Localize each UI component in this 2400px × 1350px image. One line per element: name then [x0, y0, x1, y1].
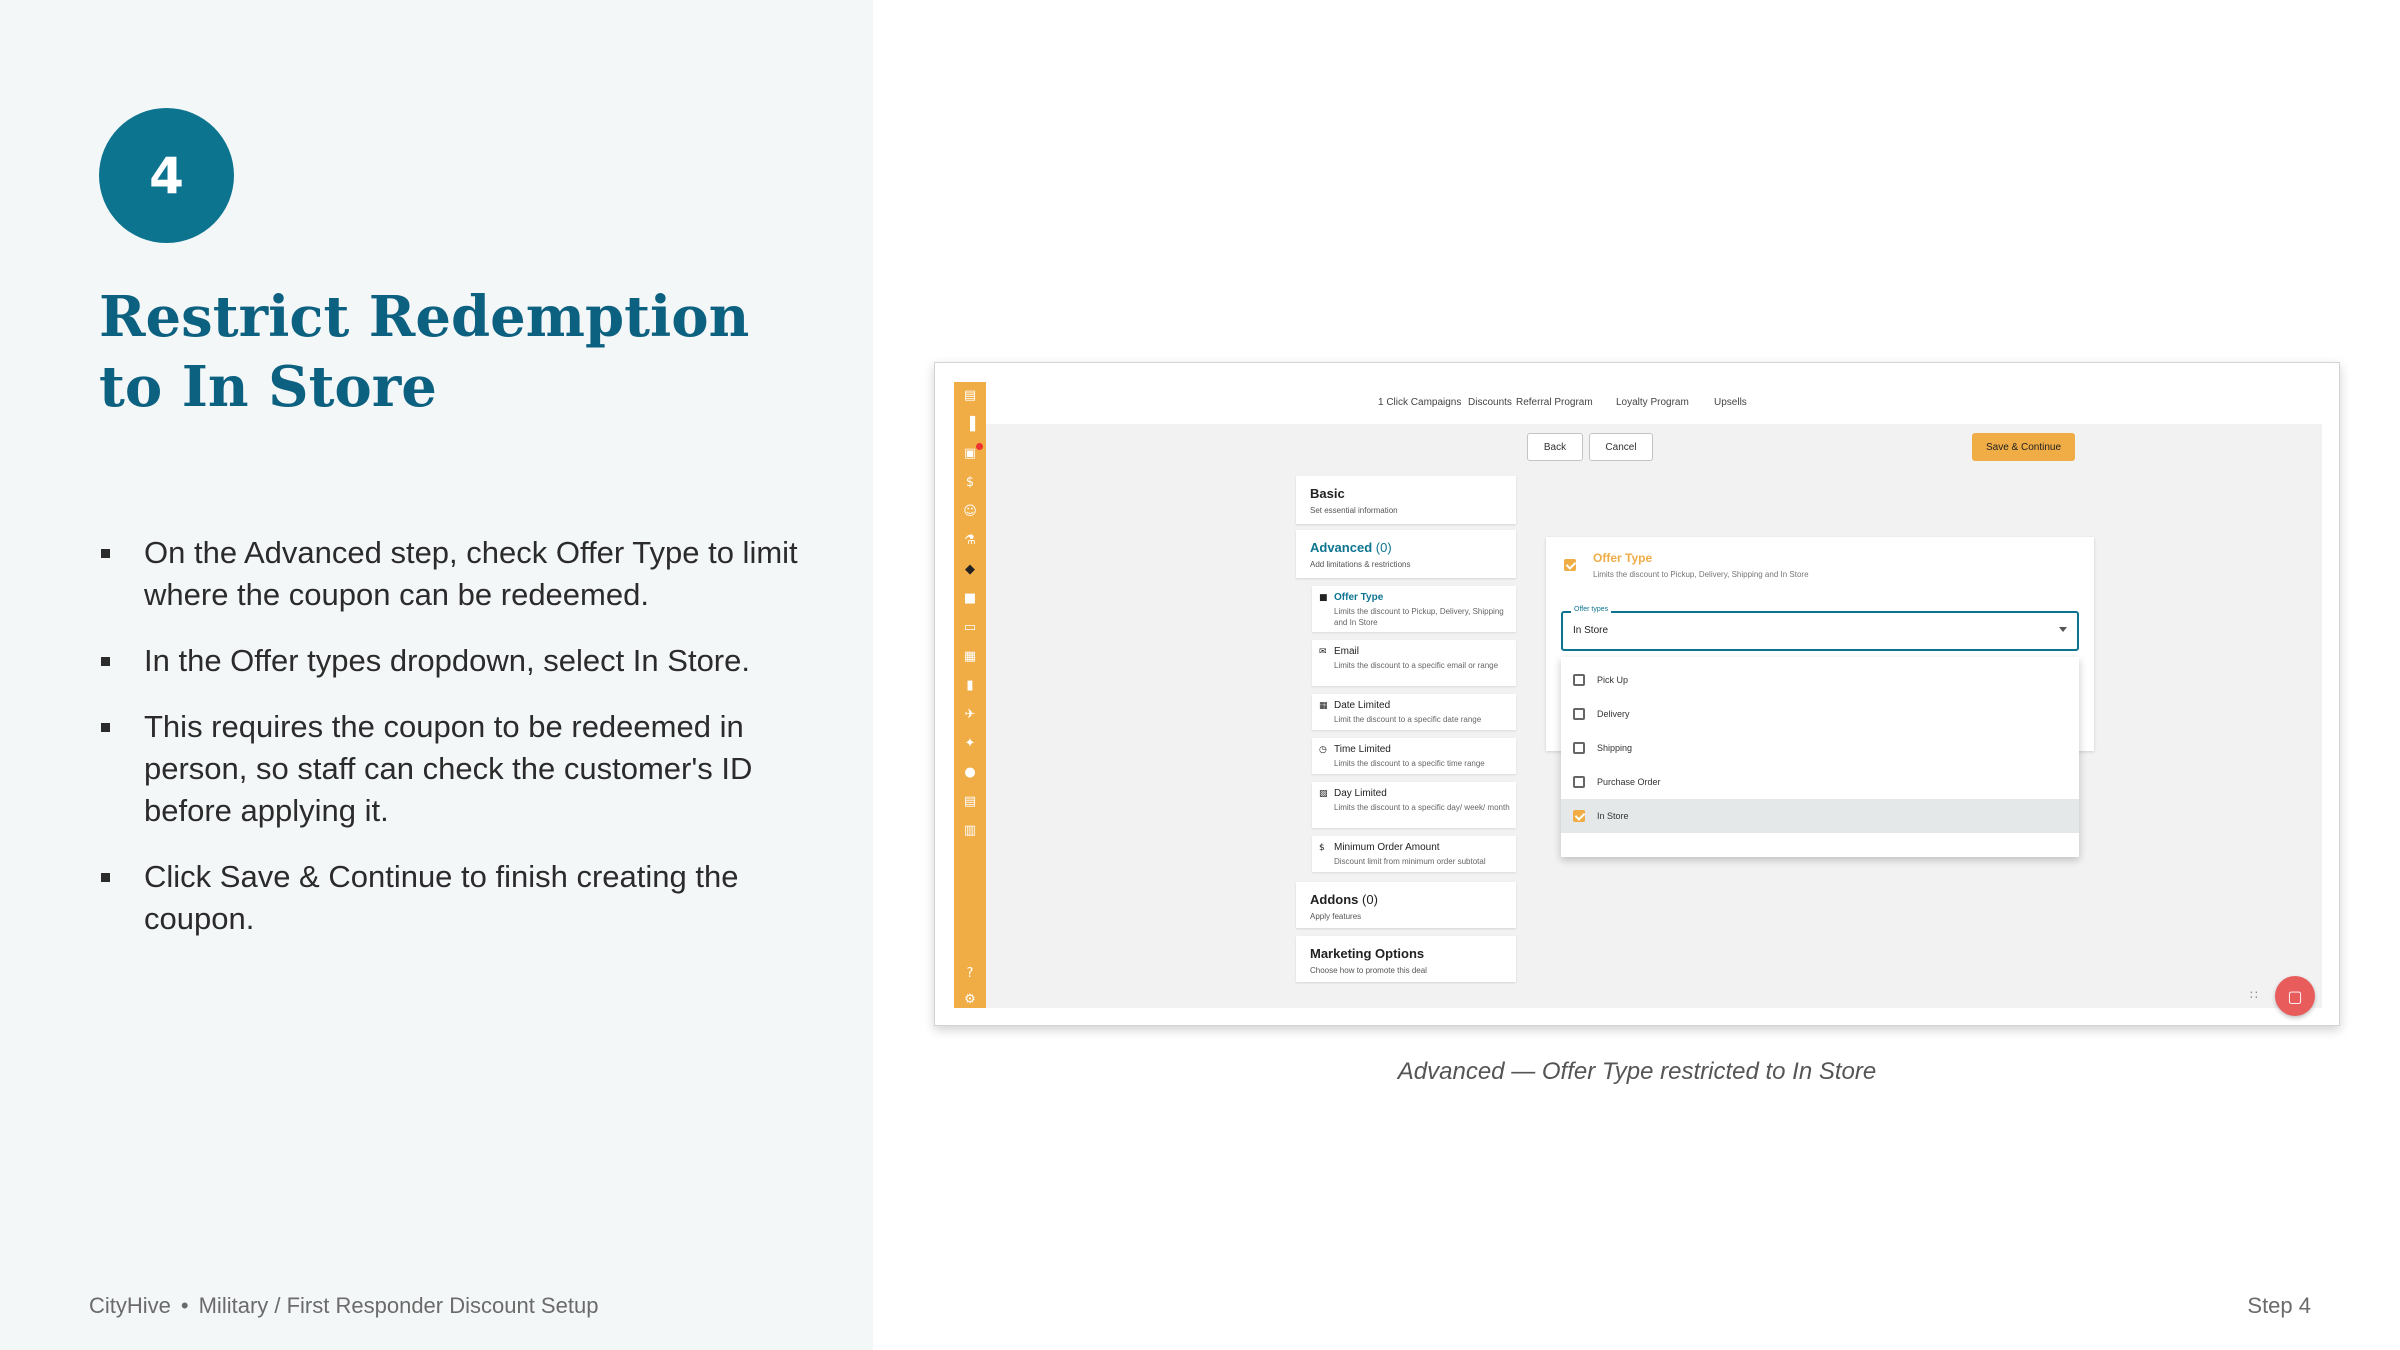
tag-icon[interactable]: ◆ — [965, 561, 975, 577]
advanced-item-offer-type[interactable] — [1312, 586, 1516, 632]
step-advanced-card[interactable] — [1296, 530, 1516, 578]
advanced-item-minimum-order[interactable] — [1312, 836, 1516, 872]
nav-referral-program[interactable]: Referral Program — [1516, 397, 1593, 408]
advanced-item-desc: Limits the discount to a specific email or range — [1334, 661, 1499, 670]
option-label: Shipping — [1597, 743, 1633, 753]
instruction-item — [99, 532, 799, 616]
drag-handle-icon[interactable]: ∷ — [2250, 988, 2256, 1002]
bulb-icon[interactable]: ● — [964, 764, 976, 780]
step-advanced-count: (0) — [1375, 540, 1392, 555]
bullet-marker — [101, 873, 110, 882]
step-advanced-label: Advanced — [1310, 540, 1373, 555]
content-area — [986, 424, 2322, 1008]
settings-icon[interactable]: ⚙ — [964, 991, 976, 1007]
step-addons-count: (0) — [1362, 892, 1378, 907]
bullet-marker — [101, 657, 110, 666]
option-checkbox[interactable] — [1573, 742, 1585, 754]
calendar-day-icon: ▧ — [1319, 789, 1328, 799]
option-delivery[interactable] — [1561, 697, 2079, 731]
step-basic-title: Basic — [1310, 486, 1345, 501]
offer-types-label: Offer types — [1571, 606, 1611, 613]
instruction-item — [99, 640, 799, 682]
footer-left — [89, 1293, 598, 1319]
app-sidebar — [954, 382, 986, 1008]
truck-icon[interactable]: ■ — [963, 590, 977, 606]
step-marketing-subtitle: Choose how to promote this deal — [1310, 966, 1427, 975]
option-label: Purchase Order — [1597, 777, 1661, 787]
step-number-badge: 4 — [99, 108, 234, 243]
calendar-icon: ▦ — [1319, 701, 1328, 711]
top-nav — [986, 382, 2322, 424]
clock-icon: ◷ — [1319, 745, 1327, 755]
nav-upsells[interactable]: Upsells — [1714, 397, 1747, 408]
instruction-text: This requires the coupon to be redeemed in person, so staff can check the customer's ID before applying it. — [144, 709, 753, 828]
advanced-item-desc: Limits the discount to a specific day/ week/ month — [1334, 803, 1510, 812]
database-icon[interactable]: ▥ — [963, 822, 977, 838]
advanced-item-title: Day Limited — [1334, 788, 1387, 799]
offer-types-value: In Store — [1573, 625, 1609, 636]
cart-icon[interactable]: ▣ — [954, 442, 986, 464]
offer-types-select[interactable] — [1561, 606, 2079, 651]
step-advanced-subtitle: Add limitations & restrictions — [1310, 560, 1411, 569]
step-addons-subtitle: Apply features — [1310, 912, 1362, 921]
dollar-icon[interactable]: $ — [965, 474, 975, 490]
advanced-item-title: Time Limited — [1334, 744, 1391, 755]
instruction-item — [99, 706, 799, 832]
nav-1-click-campaigns[interactable]: 1 Click Campaigns — [1378, 397, 1462, 408]
offer-type-desc: Limits the discount to Pickup, Delivery, Shipping and In Store — [1593, 570, 1809, 579]
flask-icon[interactable]: ⚗ — [964, 532, 976, 548]
ticket-icon[interactable]: ▭ — [963, 619, 977, 635]
offer-type-title: Offer Type — [1593, 551, 1653, 565]
email-icon: ✉ — [1319, 647, 1327, 657]
step-addons-card[interactable] — [1296, 882, 1516, 928]
footer-doc-title: Military / First Responder Discount Setup — [198, 1293, 599, 1318]
chevron-down-icon — [2059, 627, 2067, 632]
advanced-item-day-limited[interactable] — [1312, 782, 1516, 828]
slide-title: Restrict Redemption to In Store — [99, 284, 750, 420]
advanced-item-desc: Discount limit from minimum order subtotal — [1334, 857, 1486, 866]
advanced-item-desc: Limits the discount to a specific time range — [1334, 759, 1485, 768]
app-main — [986, 382, 2322, 1008]
footer-step-label: Step 4 — [2247, 1293, 2311, 1318]
back-button[interactable]: Back — [1527, 433, 1583, 461]
option-in-store[interactable] — [1561, 799, 2079, 833]
help-icon[interactable]: ? — [966, 965, 974, 981]
plane-icon[interactable]: ✈ — [964, 706, 976, 722]
nav-discounts[interactable]: Discounts — [1468, 397, 1512, 408]
app-screenshot — [934, 362, 2340, 1026]
instruction-text: In the Offer types dropdown, select In Store. — [144, 643, 750, 678]
notification-dot — [976, 443, 983, 450]
option-checkbox[interactable] — [1573, 810, 1585, 822]
advanced-item-title: Offer Type — [1334, 592, 1384, 603]
step-addons-title — [1310, 892, 1378, 907]
advanced-item-desc: Limit the discount to a specific date range — [1334, 715, 1482, 724]
advanced-item-email[interactable] — [1312, 640, 1516, 686]
chart-icon[interactable]: ▤ — [963, 387, 977, 403]
step-basic-card[interactable] — [1296, 476, 1516, 524]
option-label: In Store — [1597, 811, 1629, 821]
step-addons-label: Addons — [1310, 892, 1359, 907]
instruction-list — [99, 532, 799, 964]
truck-icon: ■ — [1319, 593, 1328, 603]
advanced-item-desc: Limits the discount to Pickup, Delivery, Shipping and In Store — [1334, 607, 1504, 627]
cancel-button[interactable]: Cancel — [1589, 433, 1653, 461]
offer-types-dropdown — [1561, 657, 2079, 857]
instruction-item — [99, 856, 799, 940]
users-icon[interactable]: ☺ — [963, 503, 977, 519]
puzzle-icon[interactable]: ✦ — [964, 735, 976, 751]
chat-icon[interactable]: ▢ — [2275, 976, 2315, 1016]
footer-brand: CityHive — [89, 1293, 171, 1318]
offer-type-checkbox[interactable] — [1564, 559, 1576, 571]
left-panel — [0, 0, 873, 1350]
option-checkbox[interactable] — [1573, 708, 1585, 720]
option-label: Delivery — [1597, 709, 1630, 719]
advanced-item-time-limited[interactable] — [1312, 738, 1516, 774]
option-pick-up[interactable] — [1561, 663, 2079, 697]
option-label: Pick Up — [1597, 675, 1629, 685]
barcode-icon[interactable]: ▐ — [965, 416, 975, 432]
screenshot-caption: Advanced — Offer Type restricted to In Store — [1397, 1058, 1877, 1085]
option-checkbox[interactable] — [1573, 674, 1585, 686]
bullet-marker — [101, 549, 110, 558]
book-icon[interactable]: ▮ — [966, 677, 974, 693]
dollar-icon: $ — [1319, 843, 1325, 853]
option-checkbox[interactable] — [1573, 776, 1585, 788]
instruction-text: On the Advanced step, check Offer Type to limit where the coupon can be redeemed. — [144, 535, 798, 612]
save-continue-button[interactable]: Save & Continue — [1972, 433, 2075, 461]
instruction-text: Click Save & Continue to finish creating the coupon. — [144, 859, 739, 936]
advanced-item-title: Date Limited — [1334, 700, 1391, 711]
advanced-item-title: Email — [1334, 646, 1360, 657]
footer-separator: • — [180, 1293, 189, 1318]
bullet-marker — [101, 723, 110, 732]
step-marketing-card[interactable] — [1296, 936, 1516, 982]
step-advanced-title — [1310, 540, 1392, 555]
nav-loyalty-program[interactable]: Loyalty Program — [1616, 397, 1689, 408]
printer-icon[interactable]: ▤ — [963, 793, 977, 809]
step-basic-subtitle: Set essential information — [1310, 506, 1398, 515]
calendar-icon[interactable]: ▦ — [963, 648, 977, 664]
step-marketing-title: Marketing Options — [1310, 946, 1425, 961]
advanced-item-date-limited[interactable] — [1312, 694, 1516, 730]
advanced-item-title: Minimum Order Amount — [1334, 842, 1440, 853]
option-purchase-order[interactable] — [1561, 765, 2079, 799]
option-shipping[interactable] — [1561, 731, 2079, 765]
